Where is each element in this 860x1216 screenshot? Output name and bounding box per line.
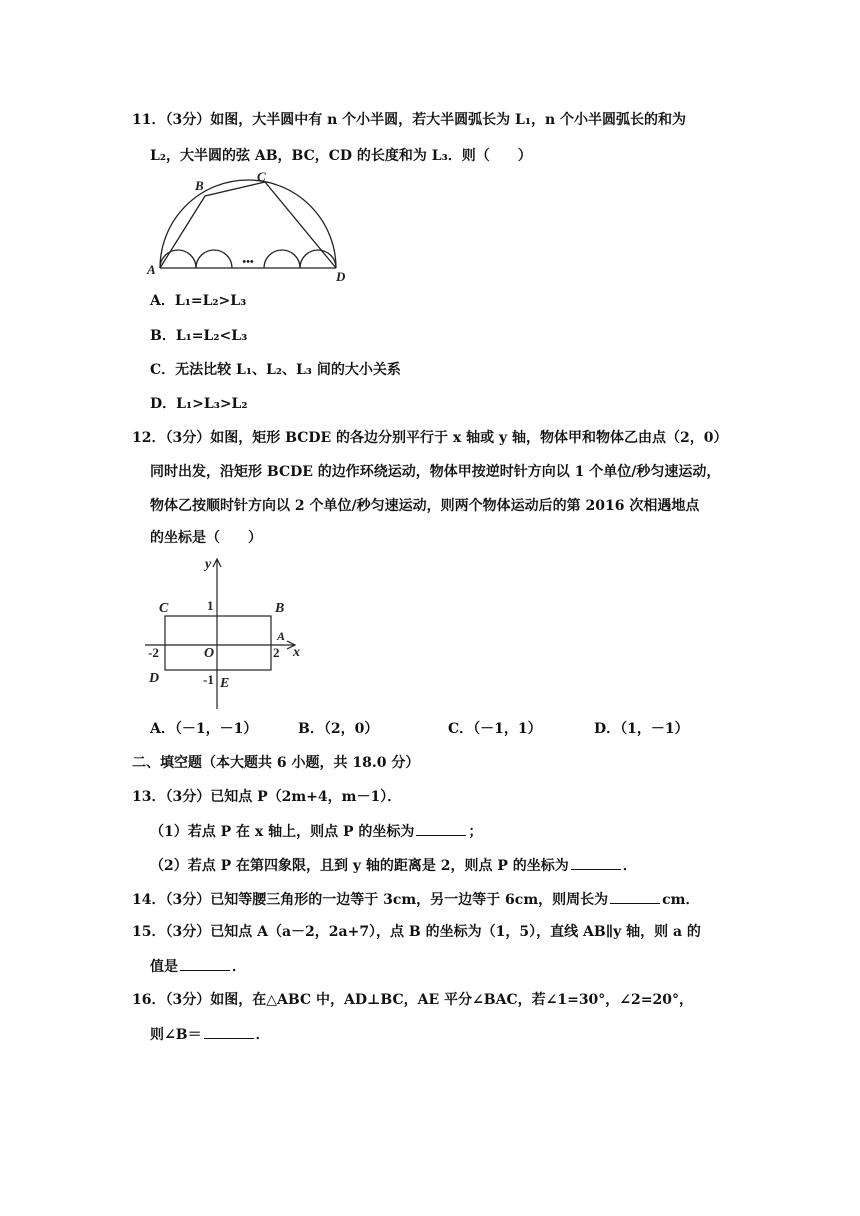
q13-sub-2 — [150, 855, 637, 876]
q11-line-2: L₂，大半圆的弦 AB，BC，CD 的长度和为 L₃．则（ ） — [150, 148, 532, 164]
q12-line-2: 同时出发，沿矩形 BCDE 的边作环绕运动，物体甲按逆时针方向以 1 个单位/秒匀速运动， — [150, 464, 721, 480]
fig11-label-c: C — [257, 170, 266, 184]
q16-line-2-end: ． — [255, 1027, 270, 1043]
fig12-label-neg-one: -1 — [203, 672, 214, 687]
q15-line-2-text: 值是 — [150, 959, 178, 975]
fig12-label-one: 1 — [207, 598, 214, 613]
rectangle-bcde — [165, 616, 271, 670]
fig12-label-e: E — [220, 676, 230, 691]
fig12-label-o: O — [204, 646, 215, 661]
fig12-label-a: A — [277, 629, 286, 643]
answer-blank — [416, 821, 466, 836]
small-semicircle-2 — [196, 250, 232, 268]
q15-line-2 — [150, 956, 246, 977]
q14-text: 14．（3分）已知等腰三角形的一边等于 3cm，另一边等于 6cm，则周长为 — [132, 892, 609, 908]
q16-line-1: 16．（3分）如图，在△ABC 中，AD⊥BC，AE 平分∠BAC，若∠1=30°，∠2=20°， — [132, 992, 693, 1008]
q16-line-2-text: 则∠B＝ — [150, 1027, 202, 1043]
fig11-label-b: B — [195, 178, 204, 193]
fig12-label-b: B — [275, 601, 285, 616]
fig12-label-d: D — [149, 671, 160, 686]
answer-blank — [180, 956, 230, 971]
q13-sub-2-text: （2）若点 P 在第四象限，且到 y 轴的距离是 2，则点 P 的坐标为 — [150, 858, 569, 874]
q11-line-1: 11．（3分）如图，大半圆中有 n 个小半圆，若大半圆弧长为 L₁，n 个小半圆弧长的和为 — [132, 112, 687, 128]
q11-option-d: D．L₁>L₃>L₂ — [150, 396, 248, 412]
fig12-label-x: x — [293, 645, 300, 660]
fig11-label-d: D — [336, 269, 346, 282]
q13-line-1: 13．（3分）已知点 P（2m+4，m－1）． — [132, 789, 402, 805]
q12-option-c: C．（－1，1） — [448, 721, 542, 737]
q12-option-b: B．（2，0） — [298, 721, 379, 737]
q12-option-d: D．（1，－1） — [594, 721, 689, 737]
q11-option-b: B．L₁=L₂<L₃ — [150, 328, 248, 344]
fig12-label-neg-two: -2 — [148, 645, 159, 660]
q12-rectangle-figure — [145, 554, 310, 716]
q13-sub-1-text: （1）若点 P 在 x 轴上，则点 P 的坐标为 — [150, 824, 415, 840]
fig12-label-c: C — [159, 601, 169, 616]
fig12-label-y: y — [205, 557, 212, 572]
fig11-label-a: A — [147, 262, 156, 277]
q11-option-c: C．无法比较 L₁、L₂、L₃ 间的大小关系 — [150, 362, 401, 378]
q13-sub-1-end: ； — [468, 824, 483, 840]
q12-line-4: 的坐标是（ ） — [150, 530, 262, 546]
small-semicircle-4 — [300, 250, 336, 268]
fig12-label-two: 2 — [273, 645, 280, 660]
answer-blank — [204, 1024, 254, 1039]
answer-blank — [610, 889, 660, 904]
section-heading: 二、填空题（本大题共 6 小题，共 18.0 分） — [132, 755, 420, 771]
q15-line-1: 15．（3分）已知点 A（a－2，2a+7），点 B 的坐标为（1，5），直线 AB∥y 轴，则 a 的 — [132, 924, 701, 940]
q12-line-3: 物体乙按顺时针方向以 2 个单位/秒匀速运动，则两个物体运动后的第 2016 次相遇地点 — [150, 498, 700, 514]
answer-blank — [571, 855, 621, 870]
q12-line-1: 12．（3分）如图，矩形 BCDE 的各边分别平行于 x 轴或 y 轴，物体甲和物体乙由点（2，0） — [132, 430, 728, 446]
q11-semicircle-figure — [145, 170, 350, 282]
fig11-dots: ••• — [242, 256, 254, 268]
q11-option-a: A．L₁=L₂>L₃ — [150, 293, 247, 309]
q12-option-a: A．（－1，－1） — [150, 721, 258, 737]
q14-unit: cm． — [662, 892, 700, 908]
small-semicircle-3 — [264, 250, 300, 268]
large-semicircle-arc — [160, 180, 336, 268]
q15-line-2-end: ． — [232, 959, 246, 975]
q13-sub-1 — [150, 821, 482, 842]
q13-sub-2-end: ． — [622, 858, 637, 874]
q14-line — [132, 889, 699, 910]
q16-line-2 — [150, 1024, 270, 1045]
